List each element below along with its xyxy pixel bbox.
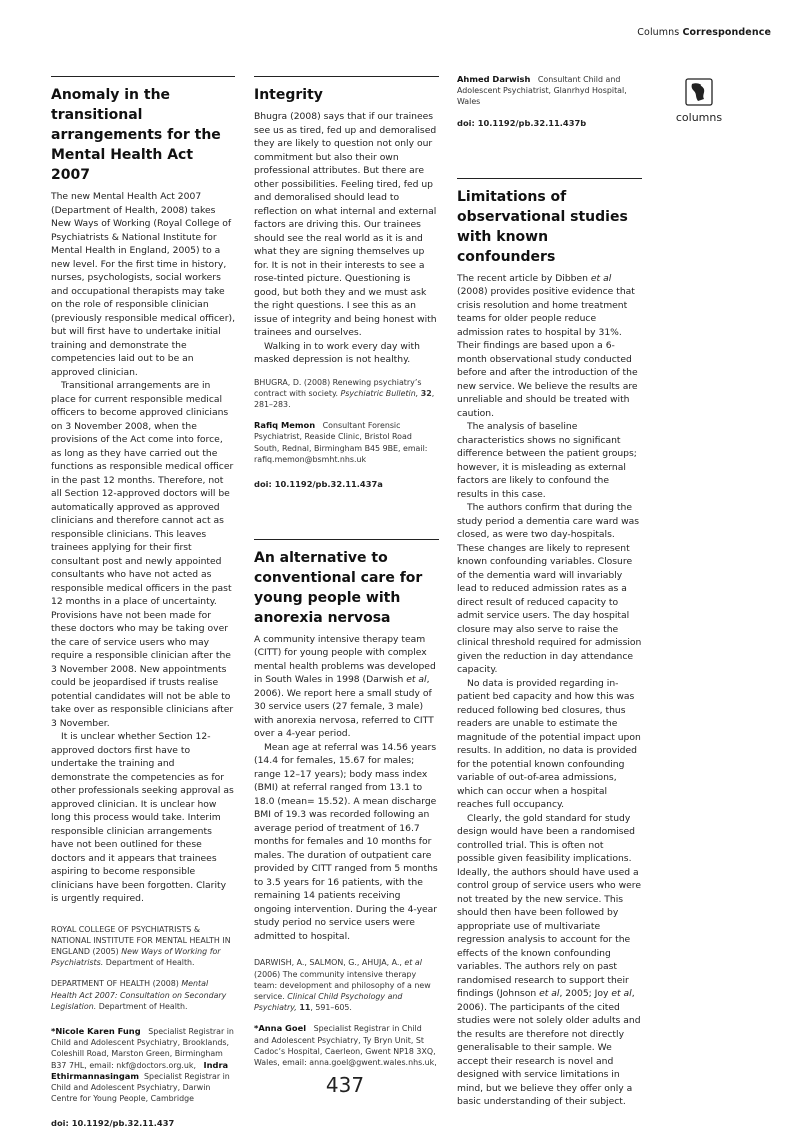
- column-2: [254, 76, 439, 1068]
- paragraph: Mean age at referral was 14.56 years (14.4 for females, 15.67 for males; range 12–17 years); body mass index (BMI) at referral ranged from 13.1 to 18.0 (mean= 15.52). A mean discharge BMI of 19.3 was recorded following an average period of treatment of 16.7 months for females and 10 months for males. The duration of outpatient care provided by CITT ranged from 5 months to 3.5 years for 16 patients, with the remaining 14 patients receiving ongoing intervention. During the 4-year study period no service users were admitted to hospital.: [254, 741, 438, 942]
- article-body: [254, 633, 439, 944]
- column-3: [457, 76, 642, 1109]
- divider: [254, 76, 439, 77]
- column-1: [51, 76, 235, 1128]
- author-name: Rafiq Memon: [254, 420, 316, 431]
- divider: [51, 76, 235, 77]
- reference: DEPARTMENT OF HEALTH (2008) Mental Health Act 2007: Consultation on Secondary Legislation. Department of Health.: [51, 979, 227, 1011]
- divider: [254, 539, 439, 540]
- paragraph: The authors confirm that during the study period a dementia care ward was closed, as were two day-hospitals. These changes are likely to represent known confounding variables. Closure of the dementia ward will invariably lead to reduced admission rates as a direct result of reduced capacity to admit service users. The day hospital closure may also serve to raise the clinical threshold required for admission given the reduction in day attendance capacity.: [457, 502, 642, 676]
- article-title: Integrity: [254, 87, 323, 103]
- paragraph: Walking in to work every day with masked depression is not healthy.: [254, 340, 420, 365]
- author-name: *Nicole Karen Fung: [51, 1025, 141, 1036]
- paragraph: Transitional arrangements are in place for current responsible medical officers to become approved clinicians on 3 November 2008, when the provisions of the Act come into force, as long as they have carried out the functions as responsible medical officer in the past 12 months. Therefore, not all Section 12-approved doctors will be automatically approved as approved clinicians and therefore cannot act as responsible clinicians. This leaves trainees applying for their first consultant post and newly appointed consultants who have not acted as responsible medical officers in the past 12 months in a place of uncertainty. Provisions have not been made for these doctors who may be taking over the care of service users who may require a responsible clinician after the 3 November 2008. New appointments could be jeopardised if trusts realise potential candidates will not be able to take over as responsible clinicians after 3 November.: [51, 380, 234, 729]
- paragraph: The analysis of baseline characteristics shows no significant difference between the patient groups; however, it is misleading as external factors are likely to confound the results in this case.: [457, 421, 637, 500]
- article-body: [457, 272, 642, 1109]
- paragraph: It is unclear whether Section 12-approved doctors first have to undertake the training and demonstrate the competencies as for other professionals seeking approval as approved clinician. It is unclear how long this process would take. Interim responsible clinician arrangements have not been outlined for these doctors and it appears that trainees aspiring to become responsible clinicians have been forgotten. Clarity is urgently required.: [51, 731, 234, 904]
- article-title: An alternative to conventional care for young people with anorexia nervosa: [254, 549, 423, 626]
- logo-label: columns: [675, 111, 723, 124]
- paragraph: The recent article by Dibben et al (2008) provides positive evidence that crisis resolution and home treatment teams for older people reduce admission rates to hospital by 31%. Their findings are based upon a 6-month observational study conducted before and after the introduction of the new service. We believe the results are unreliable and should be treated with caution.: [457, 272, 638, 419]
- author-affiliation: Rafiq Memon Consultant Forensic Psychiatrist, Reaside Clinic, Bristol Road South, Rednal, Birmingham B45 9BE, email: rafiq.memon@bsmht.nhs.uk: [254, 420, 428, 464]
- paragraph: No data is provided regarding in-patient bed capacity and how this was reduced following bed closures, thus readers are unable to estimate the magnitude of the potential impact upon results. In addition, no data is provided for the potential known confounding variable of out-of-area admissions, which can occur when a hospital reaches full occupancy.: [457, 677, 641, 811]
- reference: ROYAL COLLEGE OF PSYCHIATRISTS & NATIONAL INSTITUTE FOR MENTAL HEALTH IN ENGLAND (2005) New Ways of Working for Psychiatrists. Department of Health.: [51, 924, 231, 968]
- author-name: Ahmed Darwish: [457, 74, 531, 84]
- profile-icon: [684, 77, 714, 107]
- doi[interactable]: doi: 10.1192/pb.32.11.437b: [457, 117, 587, 128]
- paragraph: The new Mental Health Act 2007 (Department of Health, 2008) takes New Ways of Working (Royal College of Psychiatrists & National Institute for Mental Health in England, 2005) to a new level. For the first time in history, nurses, psychologists, social workers and occupational therapists may take on the role of responsible clinician (previously responsible medical officer), but will first have to undertake initial training and demonstrate the competencies laid out to be an approved clinician.: [51, 191, 235, 378]
- article-title: Limitations of observational studies with known confounders: [457, 188, 628, 265]
- author-name: Indra Ethirmannasingam: [51, 1059, 229, 1081]
- article-title: Anomaly in the transitional arrangements for the Mental Health Act 2007: [51, 87, 221, 183]
- doi[interactable]: doi: 10.1192/pb.32.11.437a: [254, 478, 383, 489]
- running-head-section: Columns: [637, 27, 680, 38]
- article-body: [51, 190, 235, 906]
- author-affiliation: *Nicole Karen Fung Specialist Registrar in Child and Adolescent Psychiatry, Brooklands, Coleshill Road, Marston Green, Birmingham B37 7HL, email: nkf@doctors.org.uk, Indra Ethirmannasingam Specialist Registrar in Child and Adolescent Psychiatry, Darwin Centre for Young People, Cambridge: [51, 1025, 234, 1104]
- running-head: [637, 27, 771, 38]
- author-affiliation: *Anna Goel Specialist Registrar in Child and Adolescent Psychiatry, Ty Bryn Unit, St Cadoc’s Hospital, Caerleon, Gwent NP18 3XQ, Wales, email: anna.goel@gwent.wales.nhs.uk,: [254, 1023, 437, 1068]
- paragraph: A community intensive therapy team (CITT) for young people with complex mental health problems was developed in South Wales in 1998 (Darwish et al, 2006). We report here a small study of 30 service users (27 female, 3 male) with anorexia nervosa, referred to CITT over a 4-year period.: [254, 633, 436, 740]
- paragraph: Clearly, the gold standard for study design would have been a randomised controlled trial. This is often not possible given feasibility implications. Ideally, the authors should have used a control group of service users who were not treated by the new service. This should then have been followed by appropriate use of multivariate regression analysis to account for the effects of the known confounding variables. The authors rely on past randomised research to support their findings (Johnson et al, 2005; Joy et al, 2006). The participants of the cited studies were not solely older adults and the results are therefore not directly generalisable to their sample. We accept their research is novel and designed with service limitations in mind, but we believe they offer only a basic understanding of their subject.: [457, 812, 641, 1108]
- reference: DARWISH, A., SALMON, G., AHUJA, A., et al (2006) The community intensive therapy team: development and philosophy of a new service. Clinical Child Psychology and Psychiatry, 11, 591–605.: [254, 958, 431, 1013]
- article-body: [254, 110, 439, 367]
- reference: BHUGRA, D. (2008) Renewing psychiatry’s contract with society. Psychiatric Bulletin, 32, 281–283.: [254, 377, 435, 409]
- columns-logo: [673, 77, 725, 124]
- divider: [457, 178, 642, 179]
- author-affiliation-continued: Ahmed Darwish Consultant Child and Adolescent Psychiatrist, Glanrhyd Hospital, Wales: [457, 74, 627, 107]
- running-head-subsection: Correspondence: [682, 27, 771, 38]
- author-name: *Anna Goel: [254, 1023, 307, 1034]
- paragraph: Bhugra (2008) says that if our trainees see us as tired, fed up and demoralised they are likely to question not only our commitment but also their own professional attributes. But there are other possibilities. Feeling tired, fed up and demoralised should lead to reflection on what internal and external factors are driving this. Our trainees should see the real world as it is and what they are signing themselves up for. It is not in their interests to see a rose-tinted picture. Questioning is good, but both they and we must ask the right questions. I see this as an issue of integrity and being honest with trainees and ourselves.: [254, 111, 437, 338]
- doi[interactable]: doi: 10.1192/pb.32.11.437: [51, 1118, 175, 1129]
- page-number: 437: [325, 1073, 365, 1097]
